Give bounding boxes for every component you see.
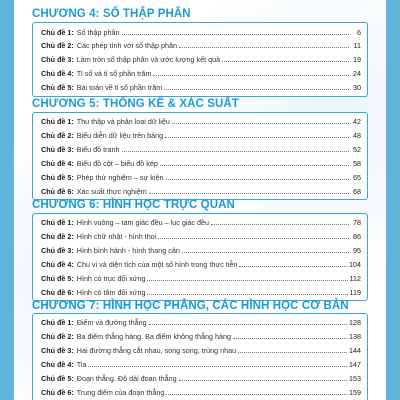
- toc-row[interactable]: Chủ đề 3: Làm tròn số thập phân và ước lượng kết quả 19: [41, 55, 361, 64]
- toc-row[interactable]: Chủ đề 1: Điểm và đường thẳng 128: [41, 318, 361, 327]
- toc-row[interactable]: Chủ đề 1: Hình vuông – tam giác đều – lục giác đều 78: [41, 218, 361, 227]
- toc-row[interactable]: Chủ đề 3: Hai đường thẳng cắt nhau, song song, trùng nhau 144: [41, 346, 361, 355]
- toc-row[interactable]: Chủ đề 2: Biểu diễn dữ liệu trên bảng 48: [41, 131, 361, 140]
- toc-row[interactable]: Chủ đề 2: Ba điểm thẳng hàng. Ba điểm không thẳng hàng 138: [41, 332, 361, 341]
- chapter-6-box: [32, 213, 368, 301]
- toc-row[interactable]: Chủ đề 5: Đoạn thẳng. Độ dài đoạn thẳng 153: [41, 374, 361, 383]
- toc-row[interactable]: Chủ đề 2: Hình chữ nhật - hình thoi 86: [41, 232, 361, 241]
- toc-row[interactable]: Chủ đề 3: Biểu đồ tranh 52: [41, 145, 361, 154]
- toc-row[interactable]: Chủ đề 6: Trung điểm của đoạn thẳng 159: [41, 388, 361, 397]
- toc-row[interactable]: Chủ đề 2: Các phép tính với số thập phân 11: [41, 41, 361, 50]
- toc-row[interactable]: Chủ đề 6: Xác suất thực nghiệm 68: [41, 187, 361, 196]
- chapter-6-title: CHƯƠNG 6: HÌNH HỌC TRỰC QUAN: [32, 199, 235, 211]
- toc-row[interactable]: Chủ đề 4: Biểu đồ cột – biểu đồ kép 58: [41, 159, 361, 168]
- toc-row[interactable]: Chủ đề 4: Tỉ số và tỉ số phần trăm 24: [41, 69, 361, 78]
- chapter-5-box: [32, 112, 368, 200]
- toc-row[interactable]: Chủ đề 4: Tia 147: [41, 360, 361, 369]
- toc-row[interactable]: Chủ đề 4: Chu vi và diện tích của một số hình trong thực tiễn 104: [41, 260, 361, 269]
- toc-row[interactable]: Chủ đề 5: Hình có trục đối xứng 112: [41, 274, 361, 283]
- toc-row[interactable]: Chủ đề 6: Hình có tâm đối xứng 119: [41, 288, 361, 297]
- toc-row[interactable]: Chủ đề 5: Phép thử nghiệm – sự kiện 65: [41, 173, 361, 182]
- table-of-contents-page: [14, 0, 386, 400]
- toc-row[interactable]: Chủ đề 3: Hình bình hành - hình thang cân 95: [41, 246, 361, 255]
- chapter-7-box: [32, 313, 368, 400]
- toc-row[interactable]: Chủ đề 1: Số thập phân 6: [41, 28, 361, 37]
- chapter-4-title: CHƯƠNG 4: SỐ THẬP PHÂN: [32, 8, 191, 20]
- toc-row[interactable]: Chủ đề 5: Bài toán về tỉ số phần trăm 30: [41, 83, 361, 92]
- chapter-4-box: [32, 22, 368, 97]
- chapter-5-title: CHƯƠNG 5: THỐNG KÊ & XÁC SUẤT: [32, 98, 239, 110]
- chapter-7-title: CHƯƠNG 7: HÌNH HỌC PHẲNG, CÁC HÌNH HỌC CƠ BẢN: [32, 300, 349, 312]
- toc-row[interactable]: Chủ đề 1: Thu thập và phân loại dữ liệu 42: [41, 117, 361, 126]
